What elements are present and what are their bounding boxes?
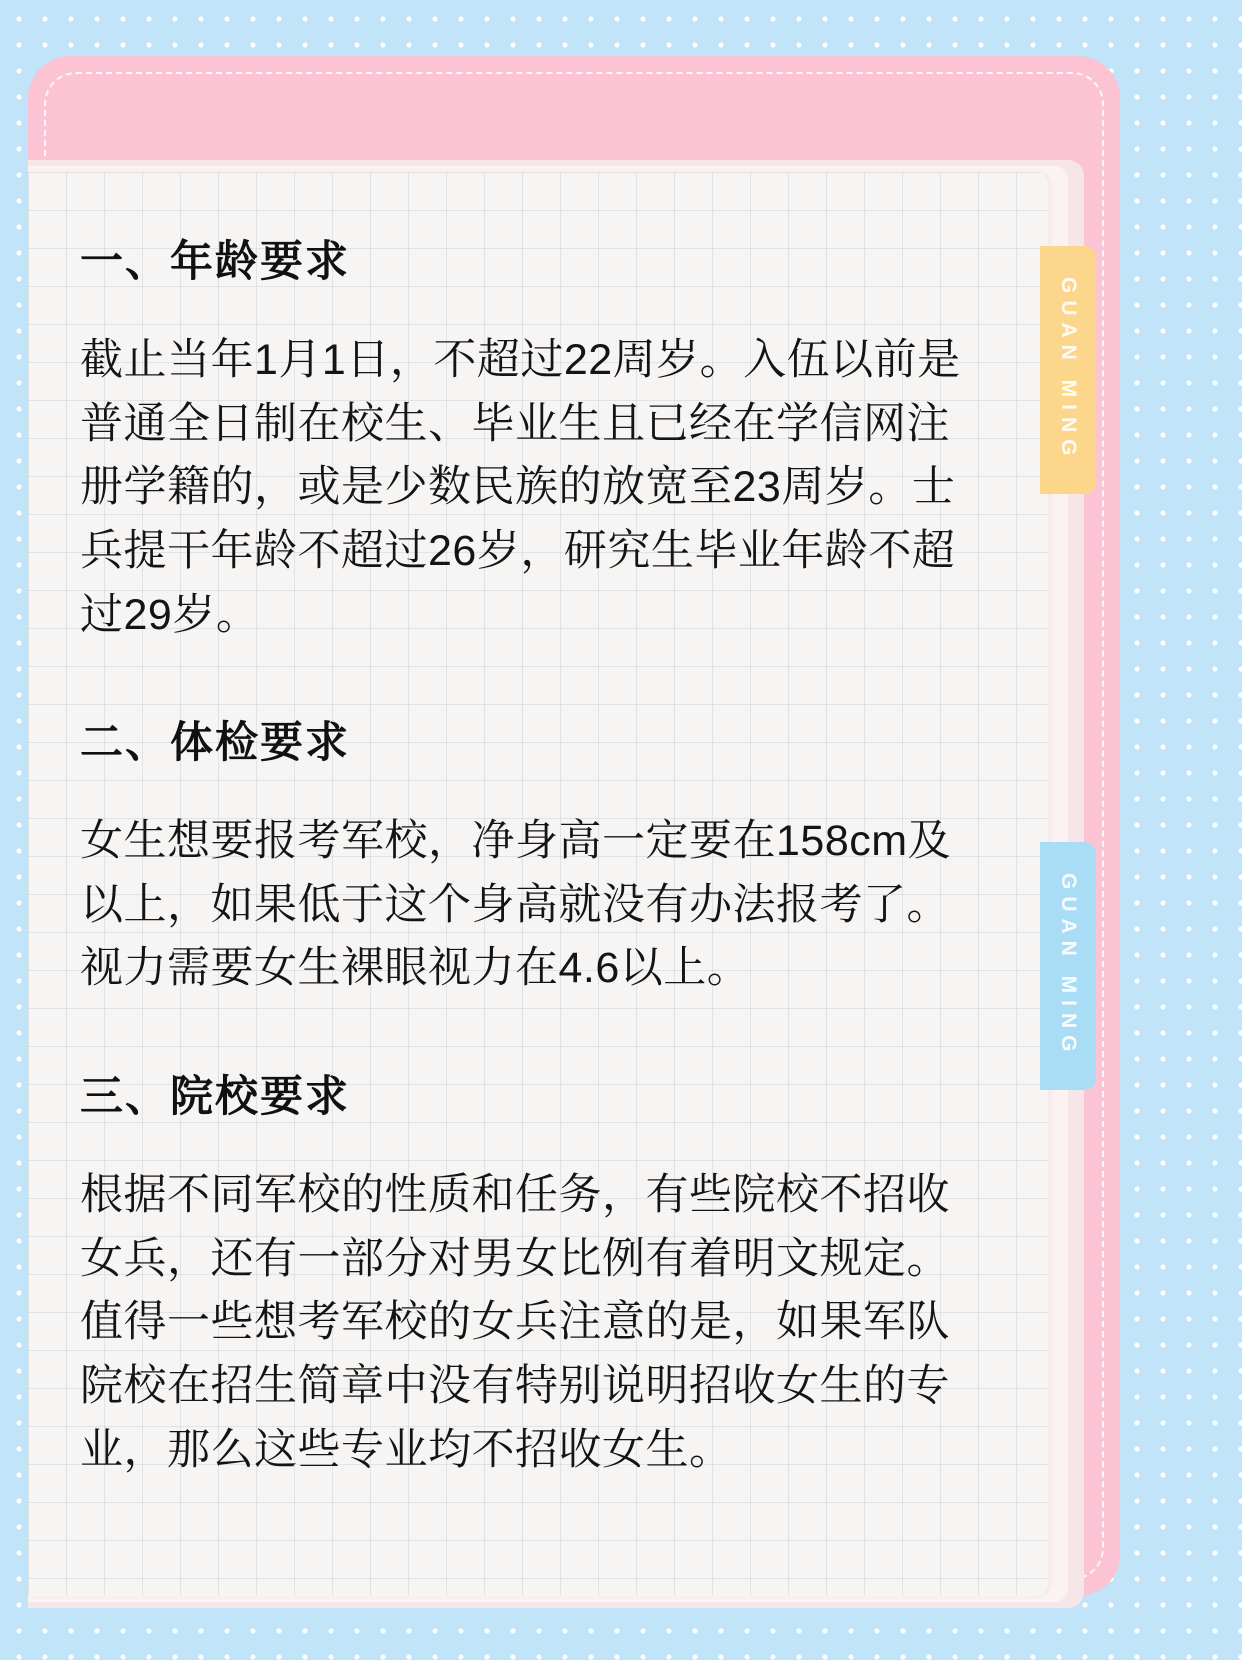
section-heading-age: 一、年龄要求 bbox=[80, 238, 350, 286]
section-heading-physical: 二、体检要求 bbox=[80, 719, 350, 768]
section-body-school: 根据不同军校的性质和任务，有些院校不招收女兵，还有一部分对男女比例有着明文规定。值得一些想考军校的女兵注意的是，如果军队院校在招生简章中没有特别说明招收女生的专业，那么这些专业均不招收女生。 bbox=[80, 1171, 950, 1474]
tab-blue[interactable] bbox=[1040, 842, 1096, 1090]
tab-yellow[interactable] bbox=[1040, 246, 1096, 494]
tab-yellow-label: GUAN MING bbox=[1057, 277, 1080, 463]
note-sheet bbox=[28, 172, 1048, 1596]
section-heading-school: 三、院校要求 bbox=[80, 1073, 350, 1121]
section-physical bbox=[80, 709, 990, 1001]
section-body-age: 截止当年1月1日，不超过22周岁。入伍以前是普通全日制在校生、毕业生且已经在学信网注册学籍的，或是少数民族的放宽至23周岁。士兵提干年龄不超过26岁，研究生毕业年龄不超过29岁。 bbox=[80, 336, 961, 639]
section-body-physical: 女生想要报考军校，净身高一定要在158cm及以上，如果低于这个身高就没有办法报考了。视力需要女生裸眼视力在4.6以上。 bbox=[80, 817, 952, 993]
document-content bbox=[80, 228, 990, 1576]
pink-card bbox=[28, 56, 1120, 1596]
section-school bbox=[80, 1063, 990, 1482]
section-age bbox=[80, 228, 990, 647]
tab-blue-label: GUAN MING bbox=[1057, 873, 1080, 1059]
